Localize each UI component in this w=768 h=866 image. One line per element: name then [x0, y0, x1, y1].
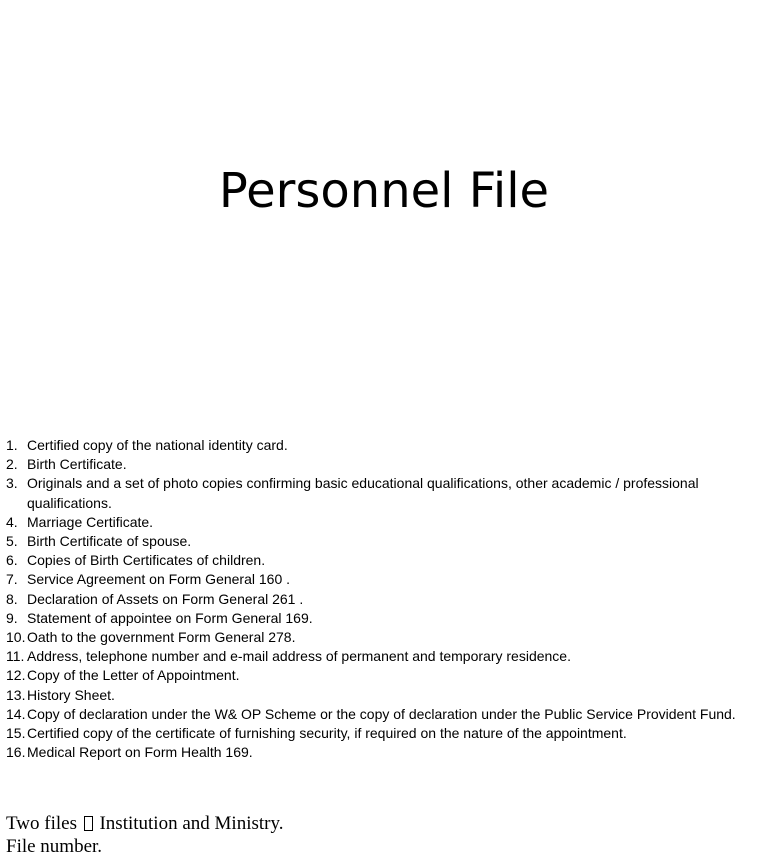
page-title: Personnel File: [218, 163, 550, 219]
list-item: [6, 609, 746, 628]
list-item-number: 9.: [6, 609, 18, 626]
list-item-number: 8.: [6, 590, 18, 607]
list-item: [6, 743, 746, 762]
list-item: [6, 436, 746, 455]
list-item-text: Birth Certificate.: [27, 456, 127, 473]
list-item: [6, 590, 746, 609]
list-item-text: Oath to the government Form General 278.: [27, 629, 296, 646]
list-item: [6, 705, 746, 724]
list-item-number: 16.: [6, 744, 26, 761]
files-note: [6, 812, 284, 835]
list-item-number: 2.: [6, 456, 18, 473]
list-item: [6, 455, 746, 474]
list-item: [6, 647, 746, 666]
list-item: [6, 570, 746, 589]
list-item-number: 6.: [6, 552, 18, 569]
files-note-prefix: Two files: [6, 813, 77, 834]
list-item-number: 1.: [6, 437, 18, 453]
list-item-text: Statement of appointee on Form General 169.: [27, 609, 313, 626]
list-item-number: 10.: [6, 629, 26, 646]
list-item: [6, 532, 746, 551]
document-checklist: [6, 436, 746, 762]
list-item: [6, 686, 746, 705]
file-number-label: File number.: [6, 836, 103, 857]
list-item-number: 14.: [6, 705, 26, 722]
list-item-text: Medical Report on Form Health 169.: [27, 744, 253, 761]
list-item-number: 15.: [6, 725, 26, 742]
list-item-text: Certified copy of the certificate of furnishing security, if required on the nature of the appointment.: [27, 725, 627, 742]
list-item-number: 13.: [6, 686, 26, 703]
list-item-number: 7.: [6, 571, 18, 588]
list-item-text: Copy of the Letter of Appointment.: [27, 667, 240, 684]
list-item: [6, 551, 746, 570]
list-item-number: 4.: [6, 513, 18, 530]
list-item-text: Birth Certificate of spouse.: [27, 533, 192, 550]
list-item-text: Marriage Certificate.: [27, 513, 154, 530]
list-item-text: Copy of declaration under the W& OP Scheme or the copy of declaration under the Public Service Provident Fund.: [27, 705, 736, 722]
list-item: [6, 513, 746, 532]
list-item-number: 12.: [6, 667, 26, 684]
list-item-text: Declaration of Assets on Form General 261 .: [27, 590, 304, 607]
files-note-suffix: Institution and Ministry.: [99, 813, 284, 834]
list-item: [6, 474, 746, 512]
list-item-number: 11.: [6, 648, 25, 665]
list-item: [6, 666, 746, 685]
list-item: [6, 724, 746, 743]
list-item-number: 3.: [6, 475, 18, 492]
missing-glyph-icon: [84, 816, 93, 831]
list-item-text: Certified copy of the national identity card.: [27, 437, 288, 453]
list-item-text: Service Agreement on Form General 160 .: [27, 571, 291, 588]
list-item-text: Originals and a set of photo copies confirming basic educational qualifications, other academic / professional qualifications.: [27, 475, 699, 511]
list-item: [6, 628, 746, 647]
list-item-number: 5.: [6, 533, 18, 550]
list-item-text: History Sheet.: [27, 686, 115, 703]
list-item-text: Copies of Birth Certificates of children.: [27, 552, 266, 569]
list-item-text: Address, telephone number and e-mail address of permanent and temporary residence.: [27, 648, 571, 665]
